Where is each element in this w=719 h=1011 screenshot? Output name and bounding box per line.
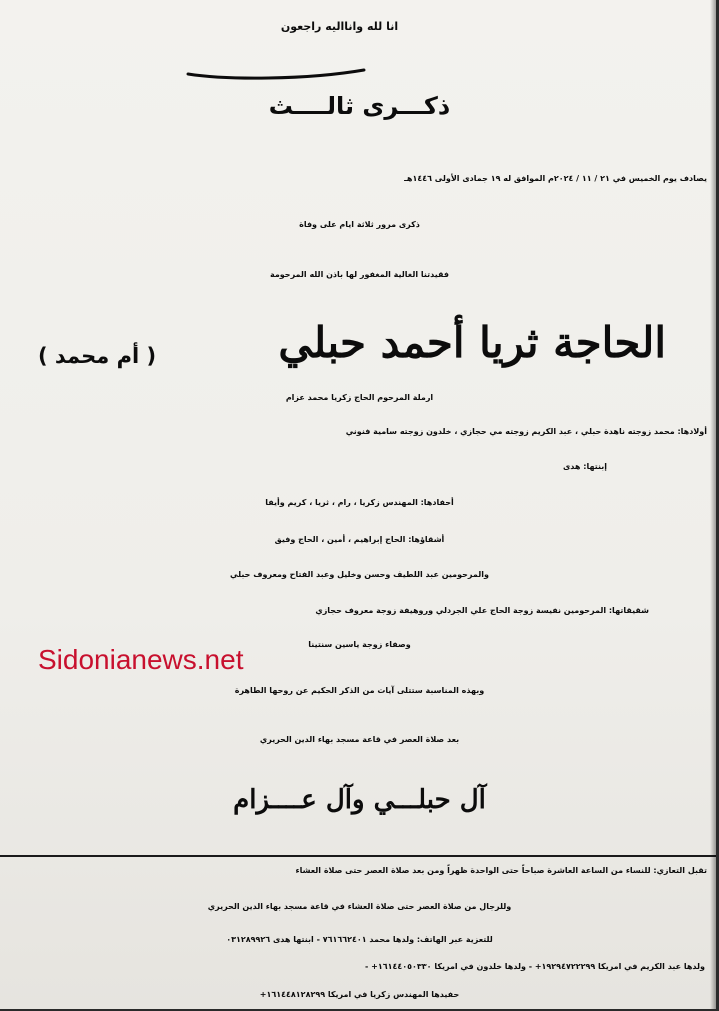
deceased-kunya: ( أم محمد ) [38,344,157,368]
opening-verse: انا لله وانااليه راجعون [280,20,399,33]
phone-line-1: للتعزية عبر الهاتف: ولدها محمد ٧٦١٦٦٢٤٠١ - ابنتها هدى ٠٣١٢٨٩٩٢٦ [226,935,493,944]
sister-extra-line: وصفاء زوجة ياسين سنتينا [308,640,411,649]
family-names: آل حبلـــي وآل عــــزام [233,785,486,815]
sisters-line: شقيقاتها: المرحومين نفيسة زوجة الحاج علي الجردلي وروهيفة زوجة معروف حجازي [315,606,649,615]
page-edge-shadow [710,0,716,1011]
deceased-name: الحاجة ثريا أحمد حبلي [278,318,666,367]
site-watermark: Sidonianews.net [38,644,244,675]
passing-line: ذكرى مرور ثلاثة ايام على وفاة [299,220,420,229]
phone-line-2: ولدها عبد الكريم في امريكا ١٩٢٩٤٧٢٢٢٩٩+ - ولدها خلدون في امريكا ١٦١٤٤٠٥٠٣٣٠+ - [365,962,705,971]
prayer-time-line: بعد صلاة العصر في قاعة مسجد بهاء الدين الحريري [259,735,460,744]
phone-line-3: حفيدها المهندس زكريا في امريكا ١٦١٤٤٨١٢٨٢٩٩+ [259,990,460,999]
date-line: يصادف يوم الخميس في ٢١ / ١١ / ٢٠٢٤م الموافق له ١٩ جمادى الأولى ١٤٤٦هـ [404,174,707,183]
quran-reading-line: وبهذه المناسبة ستتلى آيات من الذكر الحكيم عن روحها الطاهرة [234,686,485,695]
late-brothers-line: والمرحومين عبد اللطيف وحسن وخليل وعبد الفتاح ومعروف حبلي [230,570,489,579]
grandchildren-line: أحفادها: المهندس زكريا ، رام ، ثريا ، كريم وأيفا [265,498,454,507]
sons-list: أولادها: محمد زوجته ناهدة حبلي ، عبد الكريم زوجته مي حجازي ، خلدون زوجته سامية فنوني [345,427,707,436]
section-divider [0,855,719,857]
daughter-line: إبنتها: هدى [562,462,607,471]
intro-line: فقيدتنا الغالية المغفور لها باذن الله المرحومة [269,270,450,279]
calligraphy-swash [186,66,366,80]
memorial-title: ذكـــرى ثالــــث [268,92,451,120]
brothers-line: أشقاؤها: الحاج إبراهيم ، أمين ، الحاج وفيق [274,535,445,544]
condolence-men: وللرجال من صلاة العصر حتى صلاة العشاء في قاعة مسجد بهاء الدين الحريري [207,902,512,911]
widow-of: ارملة المرحوم الحاج زكريا محمد عزام [285,393,434,402]
condolence-women: تقبل التعازي: للنساء من الساعة العاشرة صباحاً حتى الواحدة ظهراً ومن بعد صلاة العصر حتى صلاة العشاء [295,866,707,875]
